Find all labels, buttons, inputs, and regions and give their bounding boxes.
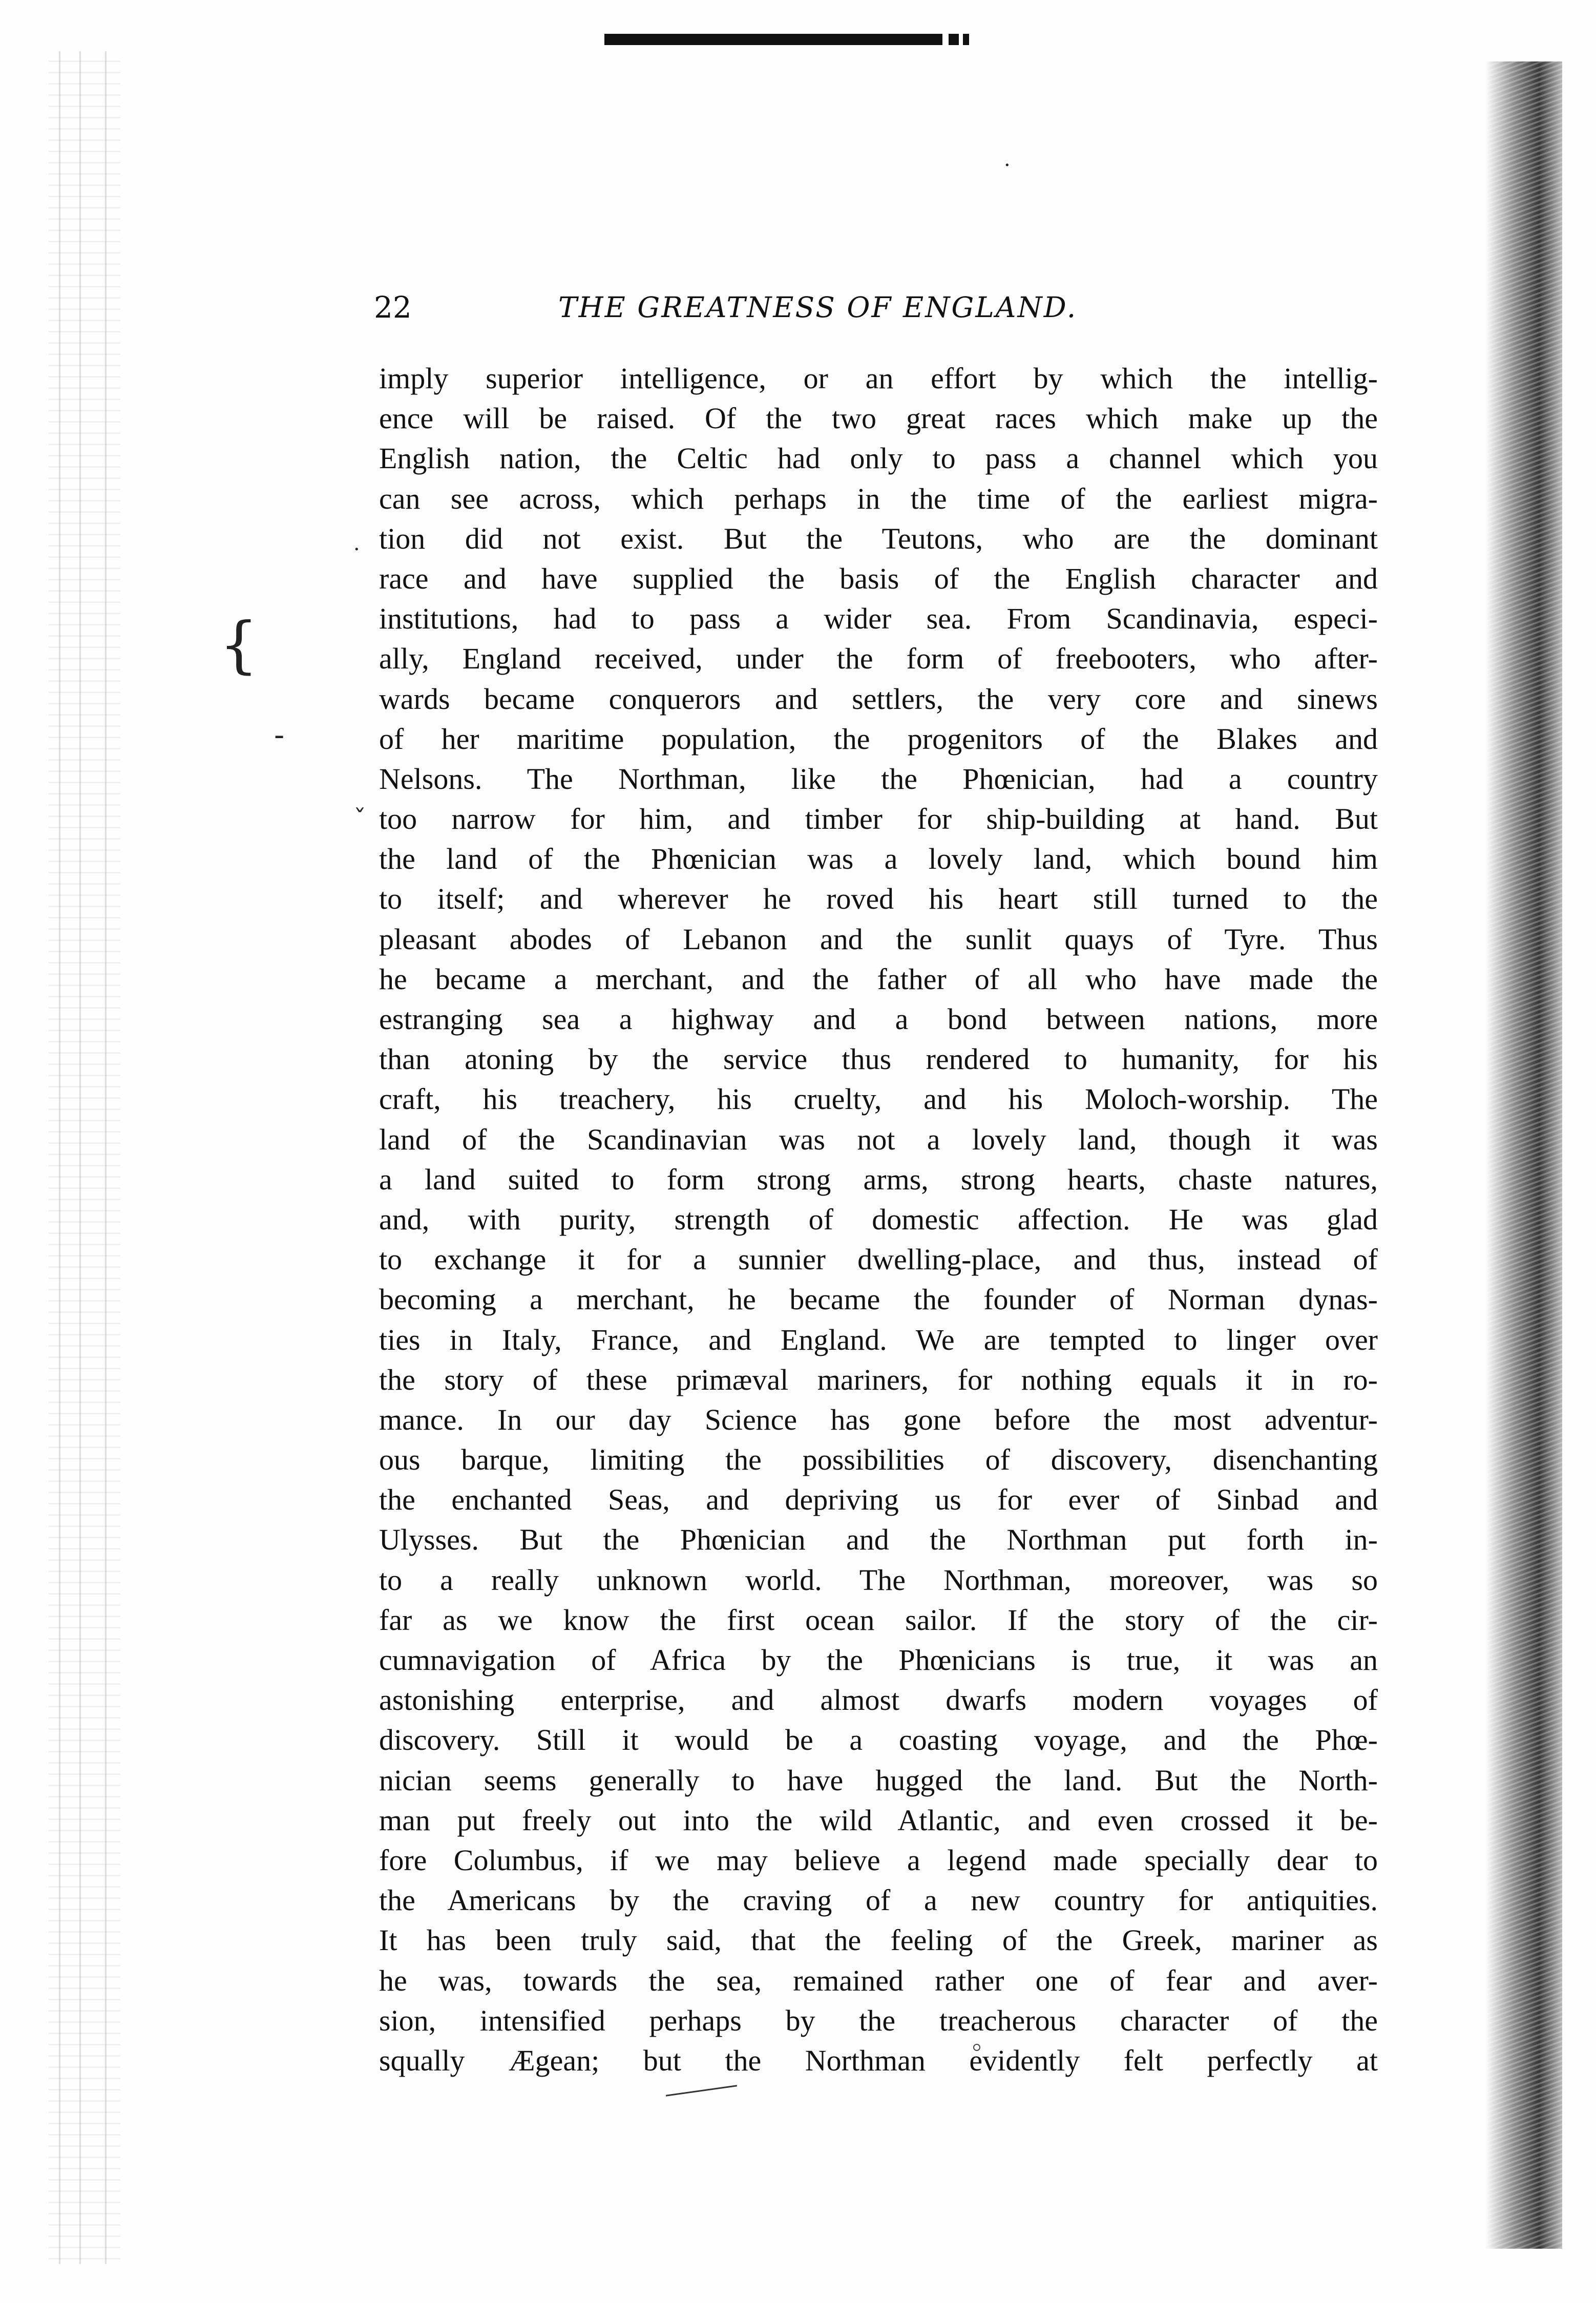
text-line: to exchange it for a sunnier dwelling-place, and thus, instead of: [379, 1243, 1378, 1276]
text-line: too narrow for him, and timber for ship-building at hand. But: [379, 802, 1378, 836]
text-line: becoming a merchant, he became the founder of Norman dynas-: [379, 1283, 1378, 1316]
page-edge-texture: [1485, 61, 1562, 2249]
text-line: he was, towards the sea, remained rather one of fear and aver-: [379, 1963, 1378, 1997]
text-line: imply superior intelligence, or an effort by which the intellig-: [379, 362, 1378, 395]
text-line: mance. In our day Science has gone before the most adventur-: [379, 1402, 1378, 1436]
text-line: man put freely out into the wild Atlantic, and even crossed it be-: [379, 1803, 1378, 1837]
printer-rule: [604, 32, 963, 47]
text-line: far as we know the first ocean sailor. If the story of the cir-: [379, 1603, 1378, 1637]
printer-rule-block: [963, 34, 969, 45]
printer-rule-block: [949, 34, 959, 45]
running-title: THE GREATNESS OF ENGLAND.: [558, 291, 1078, 324]
binding-stripe: [79, 51, 81, 2264]
running-header: [374, 287, 1378, 328]
text-line: and, with purity, strength of domestic affection. He was glad: [379, 1202, 1378, 1236]
text-line: discovery. Still it would be a coasting voyage, and the Phœ-: [379, 1723, 1378, 1757]
page-number: 22: [374, 290, 412, 325]
text-line: can see across, which perhaps in the time of the earliest migra-: [379, 481, 1378, 515]
text-line: Ulysses. But the Phœnician and the Northman put forth in-: [379, 1523, 1378, 1557]
text-line: land of the Scandinavian was not a lovely land, though it was: [379, 1122, 1378, 1156]
page-edge-shadow: [1485, 61, 1562, 2249]
text-line: of her maritime population, the progenitors of the Blakes and: [379, 722, 1378, 756]
margin-brace-mark: {: [219, 610, 259, 681]
text-line: ally, England received, under the form of freebooters, who after-: [379, 642, 1378, 676]
text-line: wards became conquerors and settlers, the very core and sinews: [379, 682, 1378, 716]
text-line: a land suited to form strong arms, strong hearts, chaste natures,: [379, 1162, 1378, 1196]
text-line: to a really unknown world. The Northman, moreover, was so: [379, 1563, 1378, 1597]
body-text: [379, 359, 1378, 2081]
text-line: institutions, had to pass a wider sea. From Scandinavia, especi-: [379, 602, 1378, 636]
printer-rule-bar: [604, 34, 942, 45]
text-line: cumnavigation of Africa by the Phœnicians is true, it was an: [379, 1643, 1378, 1677]
text-line: fore Columbus, if we may believe a legend made specially dear to: [379, 1843, 1378, 1877]
text-line: the land of the Phœnician was a lovely land, which bound him: [379, 842, 1378, 876]
pencil-scribble-mark: [666, 2085, 738, 2100]
text-line: he became a merchant, and the father of all who have made the: [379, 962, 1378, 996]
ink-dot-mark: [973, 2044, 980, 2051]
text-line: the enchanted Seas, and depriving us for ever of Sinbad and: [379, 1483, 1378, 1517]
text-line: than atoning by the service thus rendered to humanity, for his: [379, 1042, 1378, 1076]
text-line: tion did not exist. But the Teutons, who are the dominant: [379, 521, 1378, 555]
binding-shadow: [49, 51, 120, 2264]
text-line: English nation, the Celtic had only to pass a channel which you: [379, 442, 1378, 475]
text-line: It has been truly said, that the feeling of the Greek, mariner as: [379, 1923, 1378, 1957]
text-line: to itself; and wherever he roved his heart still turned to the: [379, 882, 1378, 916]
text-line: craft, his treachery, his cruelty, and his Moloch-worship. The: [379, 1082, 1378, 1116]
text-line: sion, intensified perhaps by the treacherous character of the: [379, 2003, 1378, 2037]
text-line: the story of these primæval mariners, for nothing equals it in ro-: [379, 1363, 1378, 1396]
text-line: ties in Italy, France, and England. We are tempted to linger over: [379, 1323, 1378, 1356]
margin-dash-mark: ˇ: [353, 804, 366, 834]
text-line: estranging sea a highway and a bond between nations, more: [379, 1002, 1378, 1036]
margin-dash-mark: -: [274, 717, 285, 753]
text-line: ence will be raised. Of the two great races which make up the: [379, 402, 1378, 435]
text-line: squally Ægean; but the Northman evidently felt perfectly at: [379, 2043, 1378, 2077]
binding-stripe: [105, 51, 107, 2264]
text-line: ous barque, limiting the possibilities of discovery, disenchanting: [379, 1443, 1378, 1477]
binding-stripe: [59, 51, 60, 2264]
margin-tick-mark: ·: [353, 538, 360, 561]
margin-tick-mark: ·: [1004, 154, 1011, 177]
text-line: race and have supplied the basis of the English character and: [379, 561, 1378, 595]
text-line: Nelsons. The Northman, like the Phœnician, had a country: [379, 762, 1378, 795]
text-line: the Americans by the craving of a new country for antiquities.: [379, 1883, 1378, 1917]
text-line: nician seems generally to have hugged the land. But the North-: [379, 1763, 1378, 1797]
text-line: pleasant abodes of Lebanon and the sunlit quays of Tyre. Thus: [379, 922, 1378, 956]
text-line: astonishing enterprise, and almost dwarfs modern voyages of: [379, 1683, 1378, 1717]
